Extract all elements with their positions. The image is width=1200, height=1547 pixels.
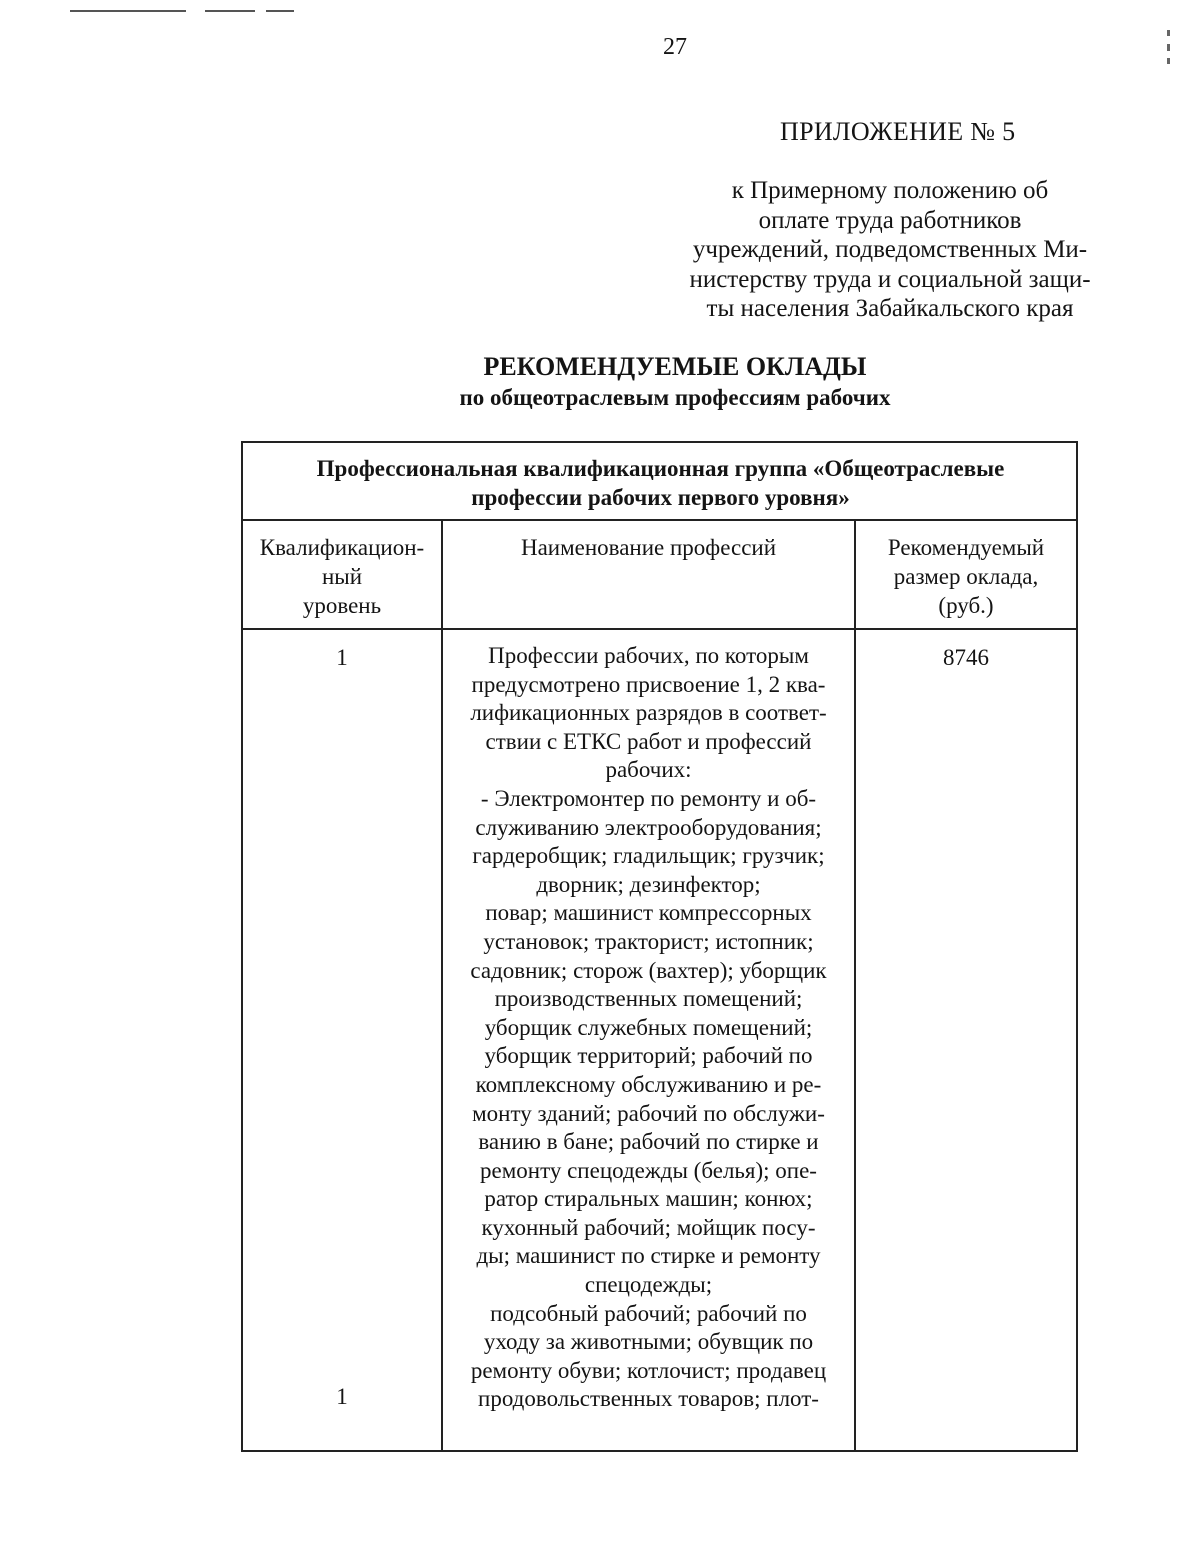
qualification-level: 1: [336, 645, 348, 670]
column-header-line: (руб.): [938, 593, 994, 618]
profession-list-line: Профессии рабочих, по которым: [488, 643, 809, 668]
qualification-level: 1: [336, 1384, 348, 1409]
profession-list-line: комплексному обслуживанию и ре-: [475, 1071, 822, 1097]
profession-list-line: гардеробщик; гладильщик; грузчик;: [472, 843, 825, 869]
column-header-line: уровень: [302, 593, 382, 618]
profession-list-line: служиванию электрооборудования;: [475, 814, 822, 840]
table-rule: [241, 519, 1078, 521]
scan-artifact-line: [70, 10, 186, 12]
annex-reference-line: нистерству труда и социальной защи-: [689, 265, 1091, 293]
scan-artifact-line: [266, 10, 294, 12]
profession-list-line: уходу за животными; обувщик по: [483, 1329, 814, 1355]
column-header-level: [243, 533, 441, 620]
profession-list-line: установок; тракторист; истопник;: [483, 928, 814, 954]
profession-list-line: ратор стиральных машин; конюх;: [484, 1186, 813, 1212]
profession-list-line: лификационных разрядов в соответ-: [470, 700, 827, 726]
salary-value: 8746: [943, 645, 989, 670]
profession-list-line: монту зданий; рабочий по обслужи-: [472, 1100, 825, 1126]
column-header-line: Наименование профессий: [520, 535, 777, 560]
annex-reference-line: к Примерному положению об: [731, 177, 1049, 204]
group-header-line: профессии рабочих первого уровня»: [471, 485, 850, 510]
profession-list-line: - Электромонтер по ремонту и об-: [480, 785, 817, 811]
table-rule: [241, 628, 1078, 630]
column-header-profession: [443, 533, 854, 562]
profession-list-line: повар; машинист компрессорных: [485, 900, 812, 926]
profession-list-line: подсобный рабочий; рабочий по: [490, 1300, 807, 1326]
profession-list-line: дворник; дезинфектор;: [536, 871, 761, 897]
annex-reference-line: оплате труда работников: [758, 206, 1022, 234]
column-header-line: Квалификацион-: [259, 535, 425, 560]
profession-list-line: продовольственных товаров; плот-: [478, 1386, 819, 1412]
profession-list-line: предусмотрено присвоение 1, 2 ква-: [471, 671, 826, 697]
column-header-line: ный: [321, 564, 363, 589]
profession-list-line: ремонту обуви; котлочист; продавец: [470, 1357, 827, 1383]
profession-list-line: ванию в бане; рабочий по стирке и: [478, 1129, 819, 1155]
profession-list-line: ремонту спецодежды (белья); опе-: [480, 1157, 817, 1183]
profession-list-line: ды; машинист по стирке и ремонту: [476, 1243, 821, 1269]
profession-list-line: спецодежды;: [584, 1272, 713, 1298]
profession-list-line: кухонный рабочий; мойщик посу-: [481, 1214, 816, 1240]
annex-reference: [640, 176, 1140, 324]
column-header-line: размер оклада,: [893, 564, 1039, 589]
group-header: [243, 454, 1078, 512]
annex-title: ПРИЛОЖЕНИЕ № 5: [780, 117, 1016, 146]
profession-list-line: садовник; сторож (вахтер); уборщик: [470, 957, 827, 983]
document-subtitle: по общеотраслевым профессиям рабочих: [459, 385, 891, 410]
profession-list: [443, 642, 854, 1414]
profession-list-line: уборщик служебных помещений;: [484, 1014, 813, 1040]
profession-list-line: ствии с ЕТКС работ и профессий: [485, 728, 812, 754]
annex-reference-line: ты населения Забайкальского края: [706, 295, 1074, 322]
column-header-salary: [856, 533, 1076, 620]
page-number: 27: [663, 34, 687, 60]
scan-artifact-line: [205, 10, 255, 12]
profession-list-line: уборщик территорий; рабочий по: [484, 1043, 813, 1069]
profession-list-line: производственных помещений;: [494, 986, 803, 1012]
column-header-line: Рекомендуемый: [887, 535, 1045, 560]
document-title: РЕКОМЕНДУЕМЫЕ ОКЛАДЫ: [483, 352, 867, 381]
annex-reference-line: учреждений, подведомственных Ми-: [692, 236, 1088, 263]
profession-list-line: рабочих:: [605, 757, 692, 783]
group-header-line: Профессиональная квалификационная группа «Общеотраслевые: [316, 456, 1005, 481]
